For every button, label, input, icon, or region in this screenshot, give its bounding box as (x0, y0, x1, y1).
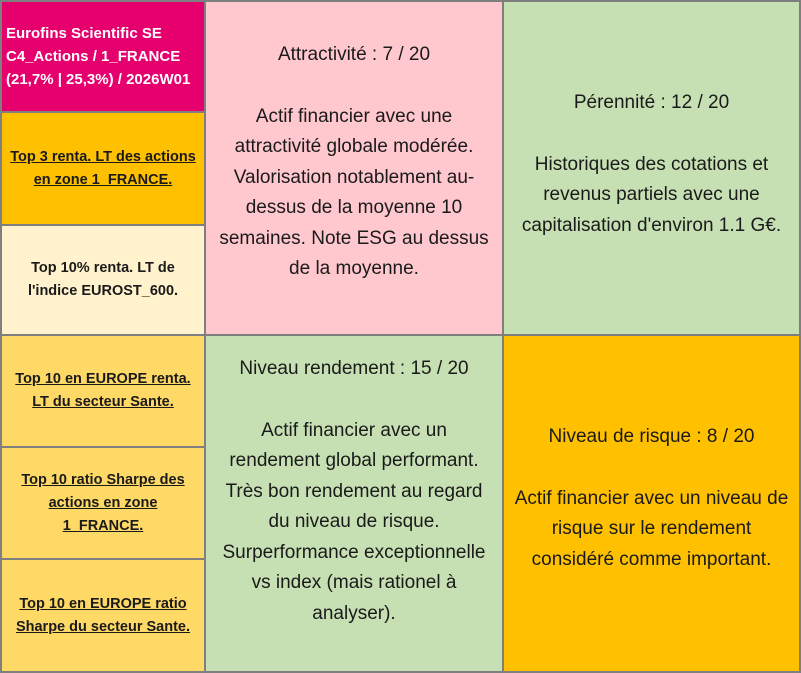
badge-line: Sharpe du secteur Sante. (15, 618, 191, 635)
rendement-line: Actif financier avec un (261, 419, 447, 441)
badge-line: l'indice EUROST_600. (27, 283, 179, 299)
badge-line: Top 10 en EUROPE renta. (15, 371, 191, 387)
perennite-line: capitalisation d'environ 1.1 G€. (521, 214, 782, 236)
badge-line: Top 10 en EUROPE ratio (19, 595, 187, 612)
perennite-panel (502, 0, 801, 336)
rendement-panel (204, 334, 504, 673)
rendement-line: rendement global performant. (229, 450, 479, 471)
attractivite-title: Attractivité : 7 / 20 (277, 44, 431, 65)
risque-title: Niveau de risque : 8 / 20 (548, 426, 755, 447)
risque-line: considéré comme important. (531, 548, 772, 570)
attractivite-line: dessus de la moyenne 10 (245, 197, 463, 218)
badge-top3-renta-france (0, 111, 206, 226)
stock-name: Eurofins Scientific SE (6, 25, 162, 42)
badge-line: actions en zone 1_FRANCE. (48, 494, 158, 534)
badge-line: LT du secteur Sante. (32, 394, 174, 410)
risque-panel (502, 334, 801, 673)
attractivite-line: attractivité globale modérée. (234, 136, 474, 157)
attractivite-line: semaines. Note ESG au dessus (219, 227, 489, 249)
attractivite-panel (204, 0, 504, 336)
rendement-line: Très bon rendement au regard (225, 480, 483, 502)
rendement-line: analyser). (312, 602, 396, 624)
risque-line: risque sur le rendement (551, 518, 752, 539)
perennite-line: revenus partiels avec une (543, 184, 760, 205)
badge-top10pct-eurost600 (0, 224, 206, 336)
badge-top10-sharpe-france (0, 446, 206, 560)
rendement-line: du niveau de risque. (268, 511, 440, 532)
attractivite-line: de la moyenne. (289, 258, 419, 279)
rendement-line: Surperformance exceptionnelle (222, 541, 486, 563)
badge-line: Top 3 renta. LT des actions (10, 148, 196, 165)
badge-top10-europe-renta-sante (0, 334, 206, 448)
perennite-line: Historiques des cotations et (534, 153, 769, 175)
badge-line: en zone 1_FRANCE. (33, 171, 173, 188)
attractivite-line: Valorisation notablement au- (233, 166, 475, 188)
risque-line: Actif financier avec un niveau de (514, 487, 789, 509)
badge-top10-europe-sharpe-sante (0, 558, 206, 673)
rendement-title: Niveau rendement : 15 / 20 (239, 358, 469, 379)
attractivite-line: Actif financier avec une (255, 105, 453, 127)
badge-line: Top 10 ratio Sharpe des (21, 471, 185, 488)
stock-header (0, 0, 206, 113)
badge-line: Top 10% renta. LT de (31, 260, 175, 276)
stock-category: C4_Actions / 1_FRANCE (6, 48, 181, 65)
perennite-title: Pérennité : 12 / 20 (573, 92, 730, 113)
rendement-line: vs index (mais rationel à (251, 572, 457, 593)
stock-period: (21,7% | 25,3%) / 2026W01 (6, 71, 191, 88)
